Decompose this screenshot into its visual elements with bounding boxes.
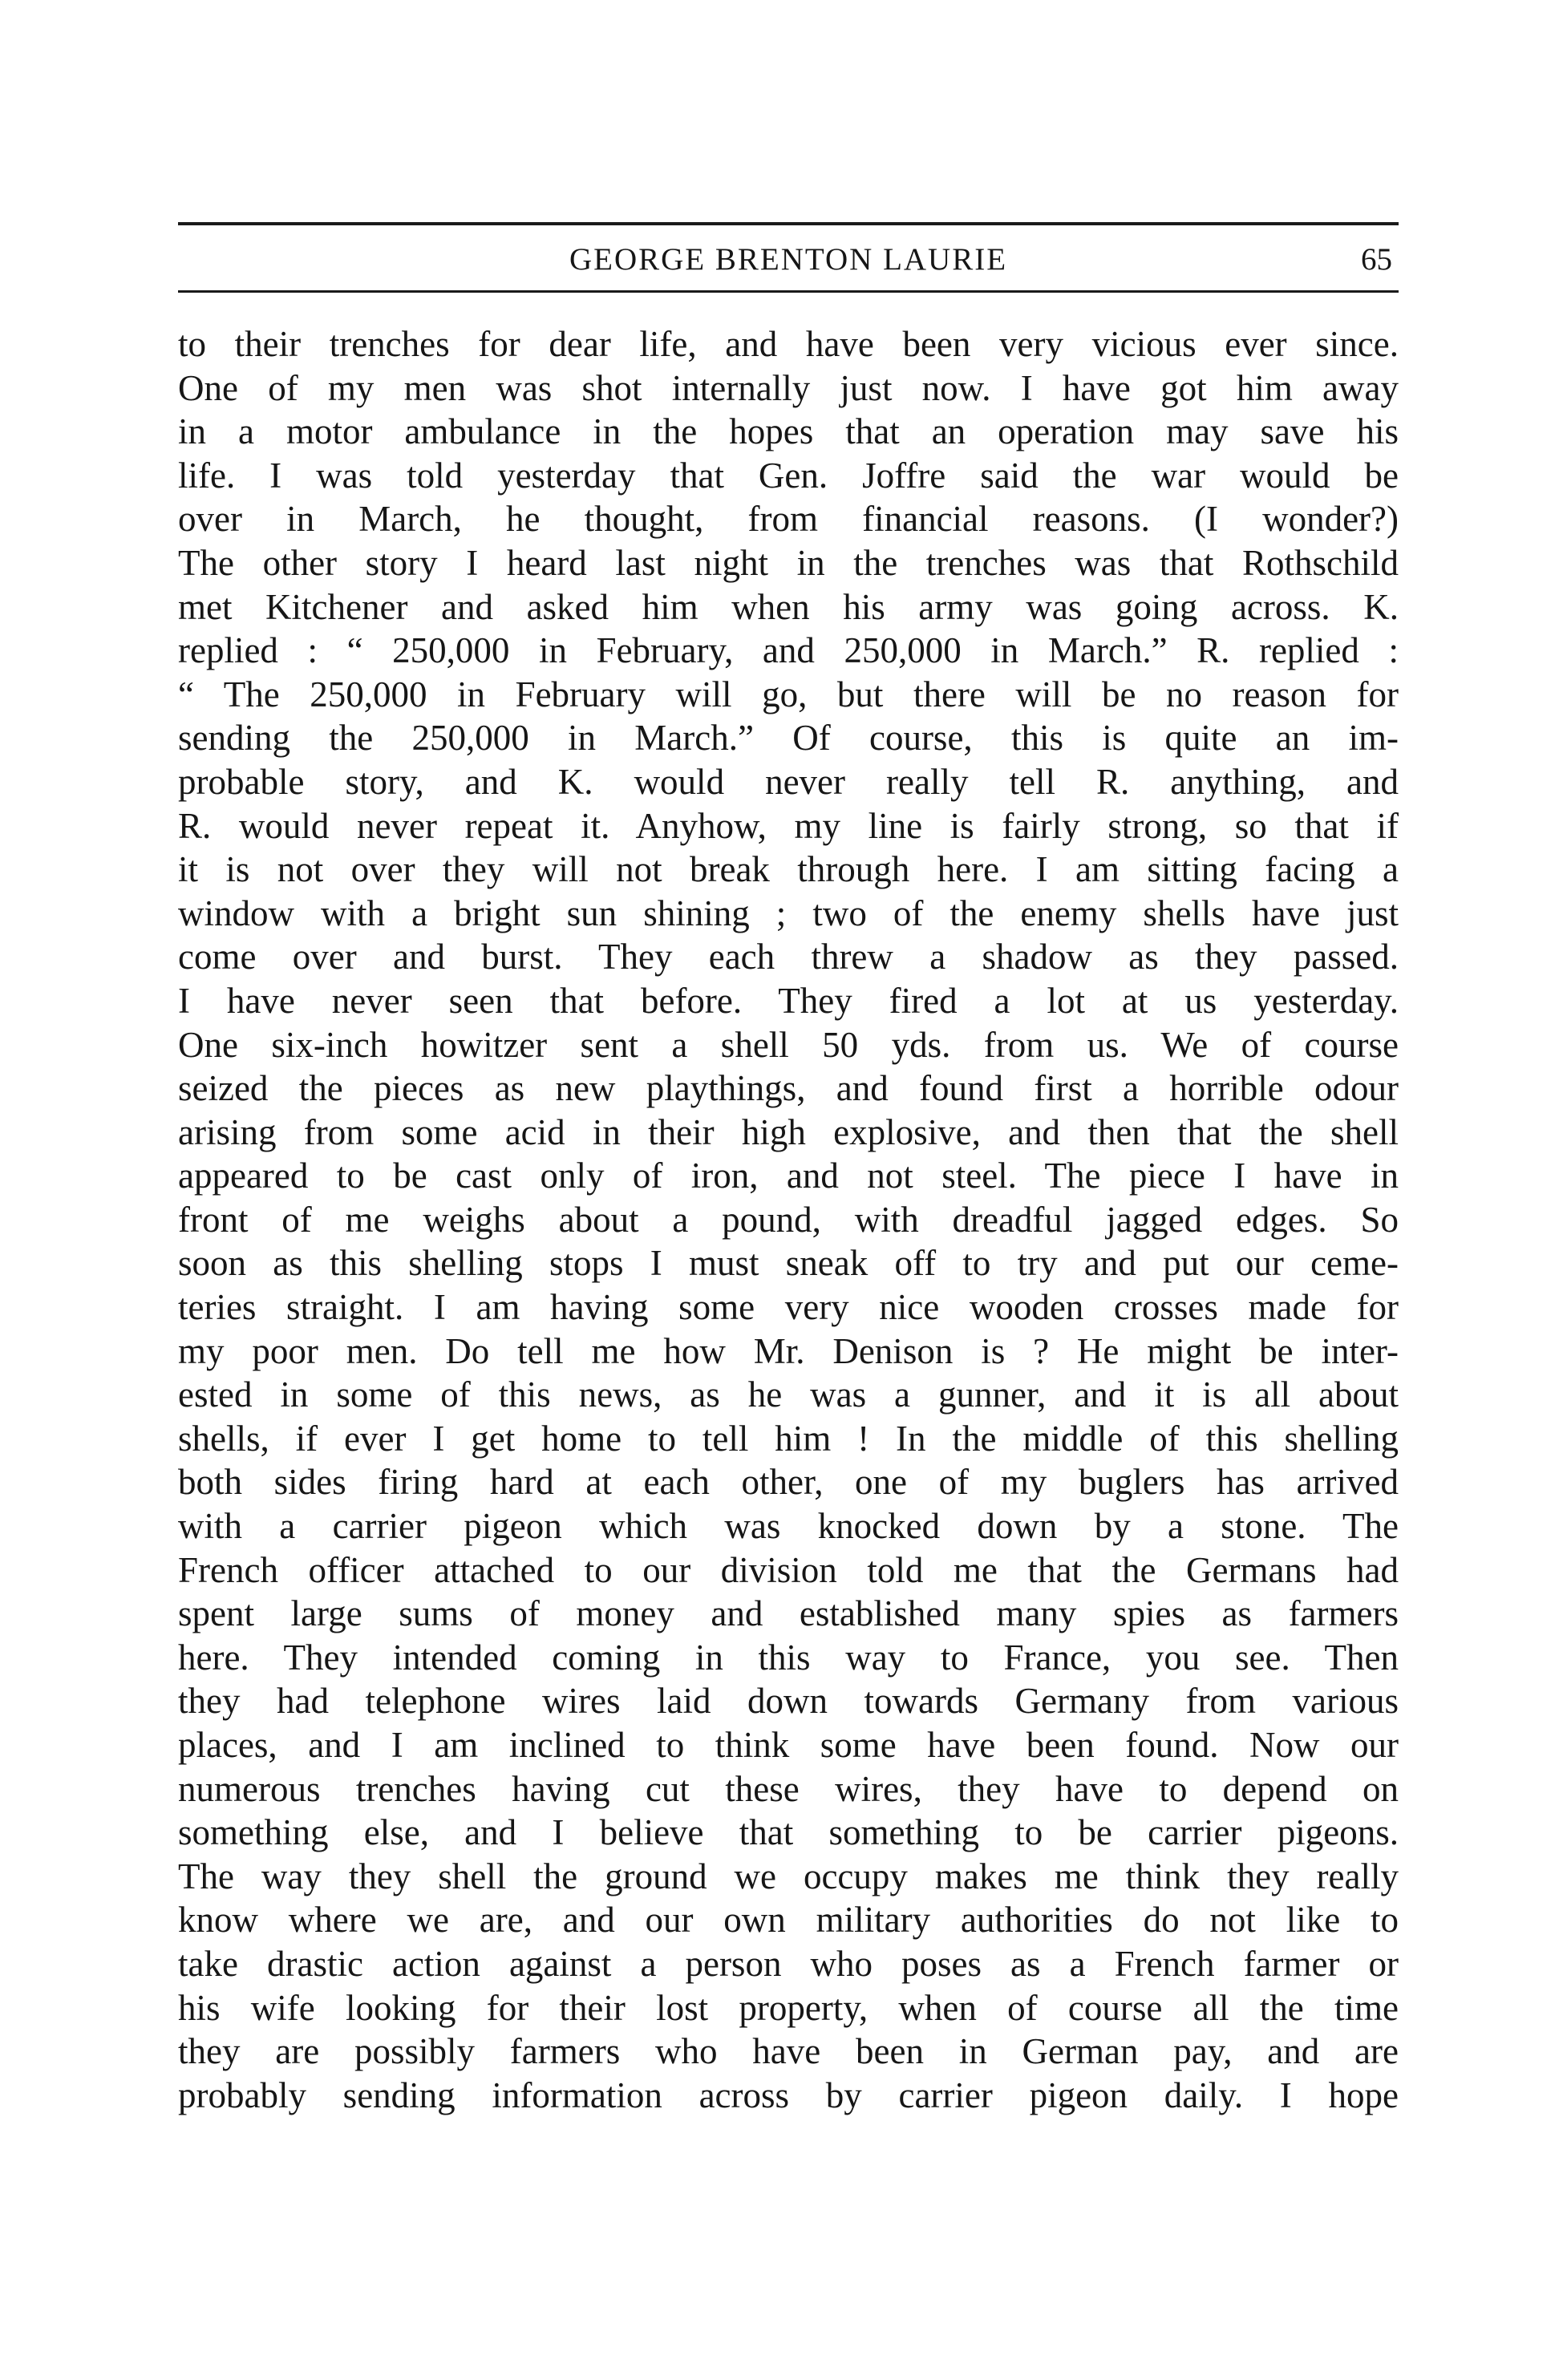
text-line: both sides firing hard at each other, one of my buglers has arrived bbox=[178, 1462, 1399, 1503]
text-line: here. They intended coming in this way to France, you see. Then bbox=[178, 1637, 1399, 1678]
text-line: soon as this shelling stops I must sneak off to try and put our ceme- bbox=[178, 1243, 1399, 1284]
text-line: The way they shell the ground we occupy makes me think they really bbox=[178, 1856, 1399, 1896]
text-line: sending the 250,000 in March.” Of course, this is quite an im- bbox=[178, 718, 1399, 759]
text-line: it is not over they will not break through here. I am sitting facing a bbox=[178, 849, 1399, 890]
text-line: to their trenches for dear life, and have been very vicious ever since. bbox=[178, 324, 1399, 364]
text-line: probable story, and K. would never really tell R. anything, and bbox=[178, 761, 1399, 802]
text-line: French officer attached to our division told me that the Germans had bbox=[178, 1549, 1399, 1590]
body-text bbox=[178, 322, 1399, 2117]
text-line: “ The 250,000 in February will go, but there will be no reason for bbox=[178, 674, 1399, 714]
text-line: in a motor ambulance in the hopes that an operation may save his bbox=[178, 411, 1399, 452]
header-rule-top bbox=[178, 222, 1399, 225]
text-line: ested in some of this news, as he was a gunner, and it is all about bbox=[178, 1374, 1399, 1415]
running-head bbox=[178, 231, 1399, 284]
text-line: arising from some acid in their high explosive, and then that the shell bbox=[178, 1111, 1399, 1152]
text-line: know where we are, and our own military authorities do not like to bbox=[178, 1900, 1399, 1941]
text-line: they had telephone wires laid down towards Germany from various bbox=[178, 1681, 1399, 1722]
page-number: 65 bbox=[1361, 242, 1392, 277]
text-line: numerous trenches having cut these wires, they have to depend on bbox=[178, 1768, 1399, 1809]
text-line: they are possibly farmers who have been in German pay, and are bbox=[178, 2031, 1399, 2072]
text-line: over in March, he thought, from financial reasons. (I wonder?) bbox=[178, 499, 1399, 540]
text-line: take drastic action against a person who poses as a French farmer or bbox=[178, 1943, 1399, 1984]
text-line: R. would never repeat it. Anyhow, my line is fairly strong, so that if bbox=[178, 805, 1399, 846]
text-line: front of me weighs about a pound, with dreadful jagged edges. So bbox=[178, 1199, 1399, 1240]
text-line: spent large sums of money and established many spies as farmers bbox=[178, 1593, 1399, 1634]
text-line: my poor men. Do tell me how Mr. Denison is ? He might be inter- bbox=[178, 1330, 1399, 1371]
text-line: The other story I heard last night in the trenches was that Rothschild bbox=[178, 542, 1399, 583]
text-line: met Kitchener and asked him when his army was going across. K. bbox=[178, 586, 1399, 627]
text-line: his wife looking for their lost property, when of course all the time bbox=[178, 1987, 1399, 2028]
text-line: seized the pieces as new playthings, and found first a horrible odour bbox=[178, 1068, 1399, 1109]
header-rule-bottom bbox=[178, 290, 1399, 293]
text-line: teries straight. I am having some very nice wooden crosses made for bbox=[178, 1287, 1399, 1328]
text-line: shells, if ever I get home to tell him ! In the middle of this shelling bbox=[178, 1418, 1399, 1459]
text-line: life. I was told yesterday that Gen. Joffre said the war would be bbox=[178, 455, 1399, 496]
text-line: probably sending information across by carrier pigeon daily. I hope bbox=[178, 2074, 1399, 2115]
text-line: places, and I am inclined to think some have been found. Now our bbox=[178, 1725, 1399, 1765]
text-line: with a carrier pigeon which was knocked down by a stone. The bbox=[178, 1506, 1399, 1547]
text-line: I have never seen that before. They fired a lot at us yesterday. bbox=[178, 980, 1399, 1021]
running-title: GEORGE BRENTON LAURIE bbox=[569, 242, 1008, 277]
text-line: One six-inch howitzer sent a shell 50 yds. from us. We of course bbox=[178, 1024, 1399, 1065]
text-line: window with a bright sun shining ; two of the enemy shells have just bbox=[178, 892, 1399, 933]
text-line: something else, and I believe that something to be carrier pigeons. bbox=[178, 1812, 1399, 1853]
text-line: appeared to be cast only of iron, and not steel. The piece I have in bbox=[178, 1156, 1399, 1196]
text-line: One of my men was shot internally just now. I have got him away bbox=[178, 367, 1399, 408]
text-line: replied : “ 250,000 in February, and 250,000 in March.” R. replied : bbox=[178, 630, 1399, 671]
text-line: come over and burst. They each threw a shadow as they passed. bbox=[178, 937, 1399, 978]
